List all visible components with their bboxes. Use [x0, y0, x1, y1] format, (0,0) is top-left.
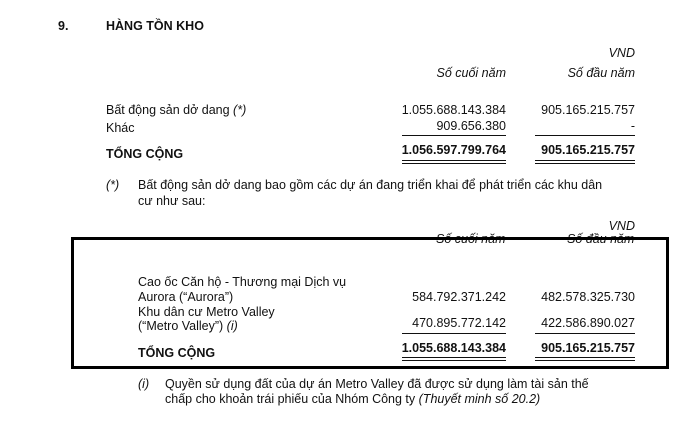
table2-row-label-line1: Cao ốc Căn hộ - Thương mại Dịch vụ: [138, 275, 347, 289]
section-number: 9.: [58, 19, 69, 33]
table2-row-label-line1: Khu dân cư Metro Valley: [138, 305, 275, 319]
table1-row-start: 905.165.215.757: [541, 103, 635, 117]
table2-row-label-line2: (“Metro Valley”) (i): [138, 319, 238, 333]
table2-row-end: 470.895.772.142: [412, 316, 506, 330]
section-title: HÀNG TỒN KHO: [106, 19, 204, 33]
table1-total-rule-start: [535, 160, 635, 164]
table1-col-end: Số cuối năm: [436, 66, 506, 80]
table1-row-end: 1.055.688.143.384: [401, 103, 506, 117]
table2-col-start: Số đầu năm: [567, 232, 635, 246]
table2-total-rule-start: [535, 357, 635, 361]
table2-col-end: Số cuối năm: [436, 232, 506, 246]
table1-subtotal-rule-end: [402, 135, 506, 136]
footnote-text-line2: chấp cho khoản trái phiếu của Nhóm Công ty (Thuyết minh số 20.2): [165, 392, 541, 406]
table1-row-start: -: [630, 119, 635, 133]
table2-total-label: TỔNG CỘNG: [138, 346, 216, 360]
table2-row-start: 422.586.890.027: [541, 316, 635, 330]
table1-total-rule-end: [402, 160, 506, 164]
table2-total-end: 1.055.688.143.384: [401, 341, 506, 355]
table1-total-end: 1.056.597.799.764: [401, 143, 506, 157]
table1-total-label: TỔNG CỘNG: [106, 147, 184, 161]
table1-col-start: Số đầu năm: [567, 66, 635, 80]
table1-row-label: Khác: [106, 121, 135, 135]
table2-row-note: (i): [226, 319, 238, 333]
note-text-line2: cư như sau:: [138, 194, 206, 208]
table2-subtotal-rule-end: [402, 333, 506, 334]
table1-currency: VND: [608, 46, 635, 60]
table1-row-note: (*): [233, 103, 247, 117]
note-text-line1: Bất động sản dở dang bao gồm các dự án đang triển khai để phát triển các khu dân: [138, 178, 603, 192]
table1-row-label: Bất động sản dở dang (*): [106, 103, 247, 117]
footnote-marker: (i): [138, 377, 150, 391]
table2-total-rule-end: [402, 357, 506, 361]
table1-subtotal-rule-start: [535, 135, 635, 136]
table2-subtotal-rule-start: [535, 333, 635, 334]
table2-row-start: 482.578.325.730: [541, 290, 635, 304]
note-marker: (*): [106, 178, 120, 192]
table2-total-start: 905.165.215.757: [541, 341, 635, 355]
table1-total-start: 905.165.215.757: [541, 143, 635, 157]
table2-row-label-line2: Aurora (“Aurora”): [138, 290, 234, 304]
table2-currency: VND: [608, 219, 635, 233]
footnote-reference: (Thuyết minh số 20.2): [418, 392, 541, 406]
table2-row-end: 584.792.371.242: [412, 290, 506, 304]
table1-row-end: 909.656.380: [436, 119, 506, 133]
footnote-text-line1: Quyền sử dụng đất của dự án Metro Valley đã được sử dụng làm tài sản thế: [165, 377, 589, 391]
